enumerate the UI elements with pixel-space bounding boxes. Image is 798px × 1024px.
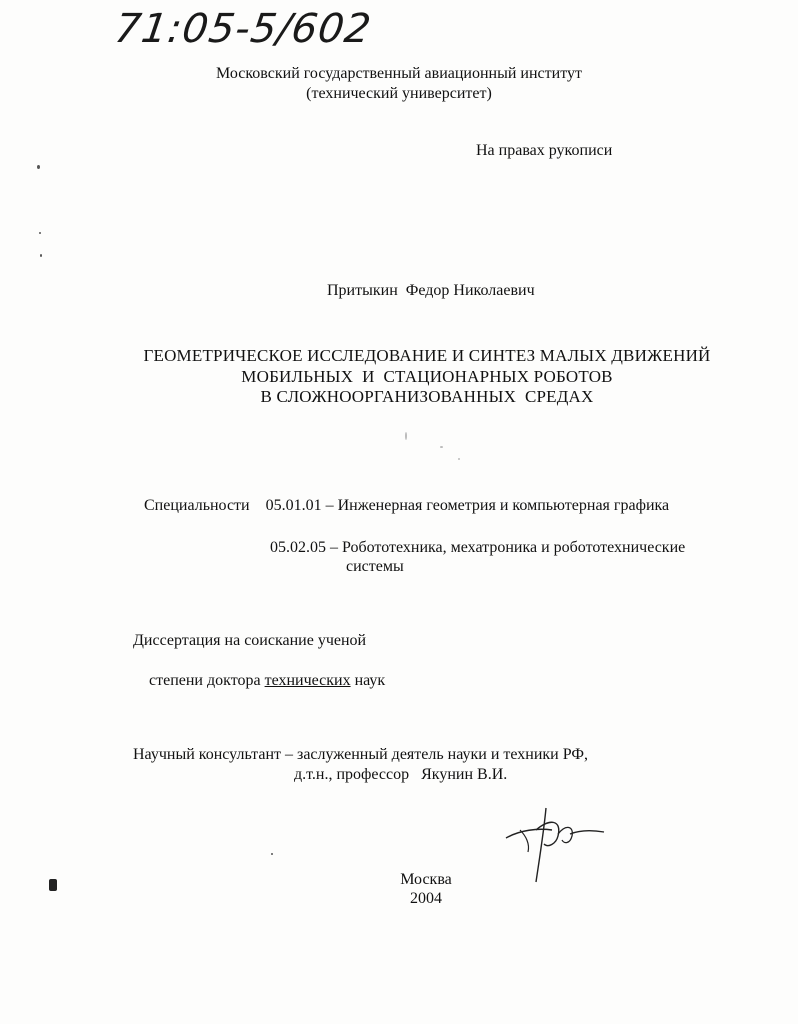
specialty-label: Специальности [144,497,250,514]
scan-speck [458,458,460,460]
specialty-block [144,496,669,516]
author-name: Притыкин Федор Николаевич [327,282,535,299]
specialty-code-2: 05.02.05 [270,539,326,556]
scan-speck [440,446,443,448]
institution-subtitle: (технический университет) [306,85,492,102]
scan-speck [39,232,41,234]
specialty-name-1: – Инженерная геометрия и компьютерная графика [325,497,670,514]
consultant-line-2: д.т.н., профессор Якунин В.И. [294,766,508,783]
specialty-name-2-continuation: системы [346,558,404,575]
specialty-code-1: 05.01.01 [265,497,322,514]
scan-speck [37,165,40,169]
city: Москва [400,871,452,888]
dissertation-line-2 [133,651,385,711]
thesis-title-line-2: МОБИЛЬНЫХ И СТАЦИОНАРНЫХ РОБОТОВ [241,367,613,386]
thesis-title-line-1: ГЕОМЕТРИЧЕСКОЕ ИССЛЕДОВАНИЕ И СИНТЕЗ МАЛЫХ ДВИЖЕНИЙ [143,346,711,365]
scan-speck [40,254,42,257]
degree-suffix: наук [350,672,386,689]
rights-notice: На правах рукописи [476,142,613,159]
year: 2004 [410,890,442,907]
specialty-block-2 [270,538,685,558]
thesis-title-line-3: В СЛОЖНООРГАНИЗОВАННЫХ СРЕДАХ [260,387,594,406]
dissertation-line-1: Диссертация на соискание ученой [133,632,367,649]
scan-speck [405,432,407,440]
consultant-line-1: Научный консультант – заслуженный деятель науки и техники РФ, [133,746,589,763]
degree-prefix: степени доктора [149,672,265,689]
scan-speck [49,879,57,891]
specialty-name-2: – Робототехника, мехатроника и робототехнические [330,539,686,556]
archive-number: 71:05-5/602 [112,6,375,52]
scan-speck [271,853,273,855]
degree-field: технических [264,672,351,689]
consultant-signature [500,800,610,890]
institution-name: Московский государственный авиационный институт [216,65,582,82]
